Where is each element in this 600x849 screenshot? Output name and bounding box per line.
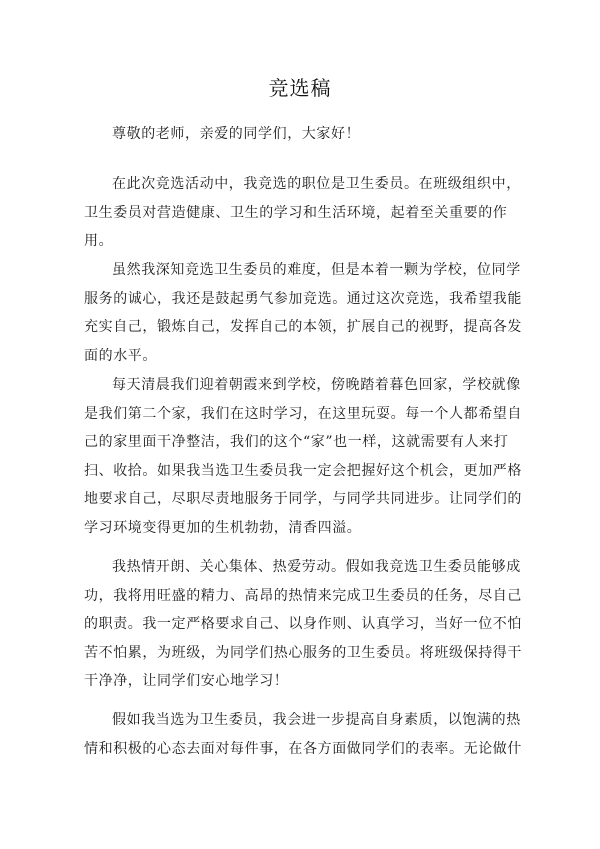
paragraph-1: 在此次竞选活动中，我竞选的职位是卫生委员。在班级组织中，卫生委员对营造健康、卫生的学习和生活环境，起着至关重要的作用。 bbox=[84, 176, 521, 250]
document-title: 竞选稿 bbox=[268, 76, 332, 100]
paragraph-2: 虽然我深知竞选卫生委员的难度，但是本着一颗为学校，位同学服务的诚心，我还是鼓起勇气参加竞选。通过这次竞选，我希望我能充实自己，锻炼自己，发挥自己的本领，扩展自己的视野，提高各发面的水平。 bbox=[84, 262, 522, 364]
paragraph-4: 我热情开朗、关心集体、热爱劳动。假如我竞选卫生委员能够成功，我将用旺盛的精力、高昂的热情来完成卫生委员的任务，尽自己的职责。我一定严格要求自己、以身作则、认真学习，当好一位不怕苦不怕累，为班级，为同学们热心服务的卫生委员。将班级保持得干干净净，让同学们安心地学习！ bbox=[84, 559, 522, 690]
paragraph-3: 每天清晨我们迎着朝霞来到学校，傍晚踏着暮色回家，学校就像是我们第二个家，我们在这时学习，在这里玩耍。每一个人都希望自己的家里面干净整洁，我们的这个“家”也一样，这就需要有人来打扫、收拾。如果我当选卫生委员我一定会把握好这个机会，更加严格地要求自己，尽职尽责地服务于同学，与同学共同进步。让同学们的学习环境变得更加的生机勃勃，清香四溢。 bbox=[84, 377, 522, 536]
greeting-line: 尊敬的老师，亲爱的同学们，大家好！ bbox=[112, 126, 361, 142]
paragraph-5: 假如我当选为卫生委员，我会进一步提高自身素质，以饱满的热情和积极的心态去面对每件事，在各方面做同学们的表率。无论做什 bbox=[84, 712, 522, 757]
